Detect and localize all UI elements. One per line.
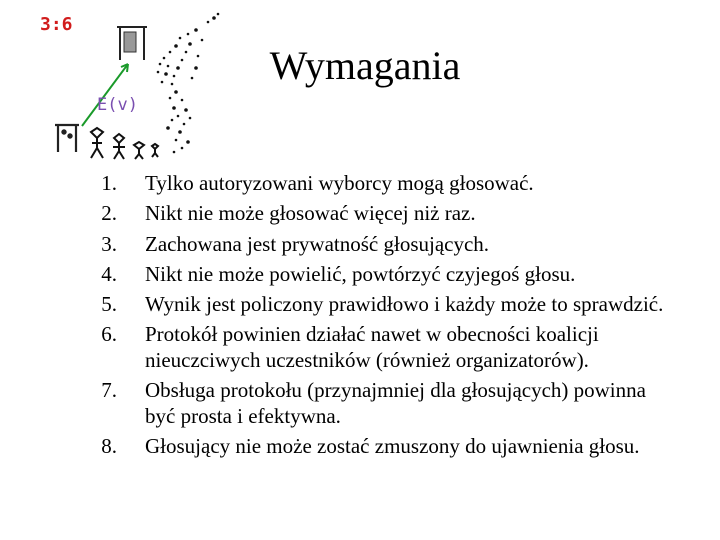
item-number: 6. bbox=[101, 322, 117, 347]
voting-illustration bbox=[0, 0, 250, 170]
list-item bbox=[86, 322, 686, 373]
ballot-dot bbox=[175, 139, 178, 142]
item-text: Zachowana jest prywatność głosujących. bbox=[145, 231, 490, 256]
item-text: Tylko autoryzowani wyborcy mogą głosować. bbox=[145, 171, 534, 195]
ballot-dot bbox=[181, 147, 184, 150]
ballot-dot bbox=[171, 83, 174, 86]
item-number: 3. bbox=[101, 231, 117, 256]
ballot-dot bbox=[212, 16, 216, 20]
ballot-dot bbox=[191, 77, 194, 80]
ballot-dot bbox=[188, 42, 192, 46]
ballot-dot bbox=[178, 130, 182, 134]
ballot-dot bbox=[217, 13, 220, 16]
item-text: Głosujący nie może zostać zmuszony do ujawnienia głosu. bbox=[145, 434, 640, 459]
list-item bbox=[86, 232, 686, 258]
ballot-dot bbox=[167, 65, 170, 68]
list-item bbox=[86, 434, 686, 460]
requirements-list bbox=[86, 171, 686, 464]
ballot-dot bbox=[169, 51, 172, 54]
ballot-dot bbox=[181, 99, 184, 102]
ballots-scatter-icon bbox=[157, 13, 220, 154]
ballot-dot bbox=[194, 28, 198, 32]
ballot-box-icon bbox=[117, 27, 147, 60]
ballot-dot bbox=[201, 39, 204, 42]
ballot-dot bbox=[189, 117, 192, 120]
ballot-dot bbox=[164, 72, 168, 76]
ballot-dot bbox=[197, 55, 200, 58]
ballot-dot bbox=[166, 126, 170, 130]
item-number: 1. bbox=[101, 171, 117, 195]
item-number: 4. bbox=[101, 261, 117, 286]
ballot-dot bbox=[185, 51, 188, 54]
ballot-dot bbox=[161, 81, 164, 84]
ballot-dot bbox=[179, 37, 182, 40]
item-text: Nikt nie może głosować więcej niż raz. bbox=[145, 201, 476, 226]
ballot-dot bbox=[173, 75, 176, 78]
ballot-dot bbox=[169, 97, 172, 100]
item-text: Wynik jest policzony prawidłowo i każdy może to sprawdzić. bbox=[145, 292, 664, 317]
voters-group-icon bbox=[91, 128, 158, 159]
ballot-dot bbox=[186, 140, 190, 144]
ballot-dot bbox=[177, 115, 180, 118]
ballot-dot bbox=[159, 63, 162, 66]
ballot-dot bbox=[163, 57, 166, 60]
item-text: Protokół powinien działać nawet w obecności koalicji nieuczciwych uczestników (również organizatorów). bbox=[145, 322, 599, 372]
ballot-dot bbox=[184, 108, 188, 112]
ballot-dot bbox=[207, 21, 210, 24]
item-text: Nikt nie może powielić, powtórzyć czyjegoś głosu. bbox=[145, 261, 576, 286]
ballot-dot bbox=[194, 66, 198, 70]
list-item bbox=[86, 292, 686, 318]
voter-booth-icon bbox=[55, 125, 79, 152]
ballot-dot bbox=[181, 59, 184, 62]
list-item bbox=[86, 201, 686, 227]
ballot-dot bbox=[173, 151, 176, 154]
ballot-dot bbox=[172, 106, 176, 110]
ballot-dot bbox=[174, 90, 178, 94]
list-item bbox=[86, 378, 686, 429]
ballot-dot bbox=[176, 66, 180, 70]
ballot-dot bbox=[174, 44, 178, 48]
ballot-dot bbox=[157, 71, 160, 74]
corner-label: 3:6 bbox=[40, 14, 73, 35]
item-number: 2. bbox=[101, 201, 117, 226]
ballot-dot bbox=[183, 123, 186, 126]
list-item bbox=[86, 262, 686, 288]
ballot-dot bbox=[187, 33, 190, 36]
item-number: 7. bbox=[101, 378, 117, 403]
list-item bbox=[86, 171, 686, 197]
item-number: 8. bbox=[101, 434, 117, 459]
function-label: E(v) bbox=[97, 95, 138, 115]
slide-title: Wymagania bbox=[269, 43, 461, 88]
item-text: Obsługa protokołu (przynajmniej dla głosujących) powinna być prosta i efektywna. bbox=[145, 378, 646, 428]
ballot-dot bbox=[171, 119, 174, 122]
item-number: 5. bbox=[101, 292, 117, 317]
